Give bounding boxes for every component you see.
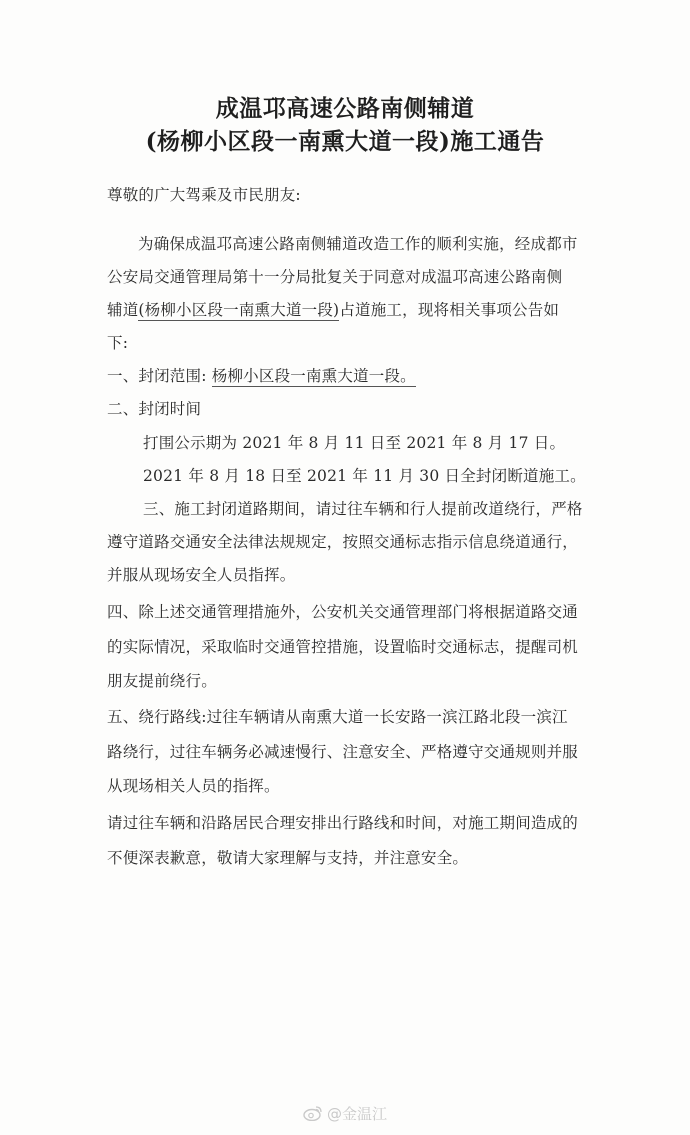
intro-line-2: 公安局交通管理局第十一分局批复关于同意对成温邛高速公路南侧 — [107, 268, 563, 286]
section-closure-range — [107, 364, 416, 386]
weibo-watermark — [0, 1103, 690, 1125]
notice-title-line2: (杨柳小区段一南熏大道一段)施工通告 — [145, 128, 545, 155]
section3-line-3: 并服从现场安全人员指挥。 — [107, 566, 296, 584]
closure-range-label: 一、封闭范围: — [107, 367, 207, 385]
intro-line-3-suffix: 占道施工，现将相关事项公告如 — [339, 301, 560, 319]
section-closure-time-label: 二、封闭时间 — [107, 400, 202, 418]
intro-line-3 — [107, 298, 559, 320]
closing-line-1: 请过往车辆和沿路居民合理安排出行路线和时间，对施工期间造成的 — [107, 814, 579, 832]
section4-line-1: 四、除上述交通管理措施外，公安机关交通管理部门将根据道路交通 — [107, 603, 579, 621]
section3-line-2: 遵守道路交通安全法律法规规定，按照交通标志指示信息绕道通行， — [107, 533, 579, 551]
section4-line-2: 的实际情况，采取临时交通管控措施，设置临时交通标志，提醒司机 — [107, 638, 579, 656]
notice-title-line1: 成温邛高速公路南侧辅道 — [215, 95, 475, 122]
closure-time-full: 2021 年 8 月 18 日至 2021 年 11 月 30 日全封闭断道施工。 — [143, 467, 586, 485]
closing-line-2: 不便深表歉意，敬请大家理解与支持，并注意安全。 — [107, 849, 469, 867]
section5-line-3: 从现场相关人员的指挥。 — [107, 777, 280, 795]
intro-line-1: 为确保成温邛高速公路南侧辅道改造工作的顺利实施，经成都市 — [138, 235, 578, 253]
closure-time-publicity: 打围公示期为 2021 年 8 月 11 日至 2021 年 8 月 17 日。 — [143, 434, 566, 452]
section3-line-1: 三、施工封闭道路期间，请过往车辆和行人提前改道绕行，严格 — [143, 500, 583, 518]
closure-range-value: 杨柳小区段一南熏大道一段。 — [211, 367, 416, 385]
intro-line-4: 下: — [107, 334, 129, 352]
salutation: 尊敬的广大驾乘及市民朋友: — [107, 186, 301, 204]
section5-line-2: 路绕行，过往车辆务必减速慢行、注意安全、严格遵守交通规则并服 — [107, 743, 579, 761]
section4-line-3: 朋友提前绕行。 — [107, 672, 217, 690]
intro-road-section: (杨柳小区段一南熏大道一段) — [138, 301, 340, 319]
intro-line-3-prefix: 辅道 — [107, 301, 139, 319]
watermark-text: @金温江 — [326, 1105, 387, 1123]
weibo-icon — [303, 1105, 323, 1125]
section5-line-1: 五、绕行路线:过往车辆请从南熏大道一长安路一滨江路北段一滨江 — [107, 708, 568, 726]
